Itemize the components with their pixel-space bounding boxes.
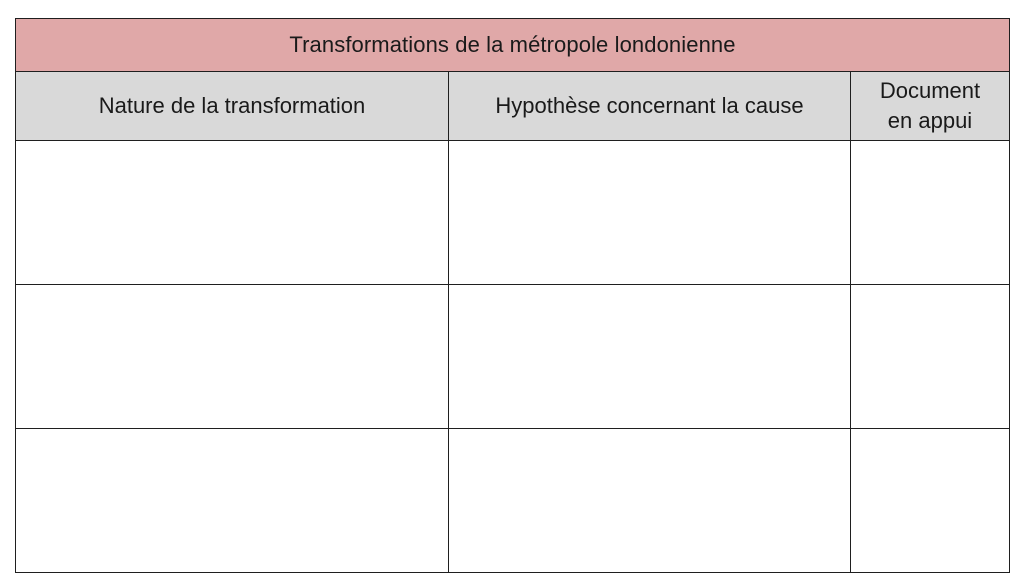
column-header-document-label: Document en appui <box>879 78 981 133</box>
cell-hypothese-3[interactable] <box>449 429 851 573</box>
worksheet <box>15 18 1009 569</box>
header-row <box>16 72 1010 141</box>
cell-hypothese-2[interactable] <box>449 285 851 429</box>
cell-document-3[interactable] <box>851 429 1010 573</box>
table-row <box>16 141 1010 285</box>
cell-hypothese-1[interactable] <box>449 141 851 285</box>
cell-document-1[interactable] <box>851 141 1010 285</box>
cell-nature-1[interactable] <box>16 141 449 285</box>
cell-nature-2[interactable] <box>16 285 449 429</box>
cell-document-2[interactable] <box>851 285 1010 429</box>
table-title: Transformations de la métropole londonienne <box>16 19 1010 72</box>
column-header-nature: Nature de la transformation <box>16 72 449 141</box>
title-row <box>16 19 1010 72</box>
transformations-table <box>15 18 1010 573</box>
table-row <box>16 285 1010 429</box>
column-header-hypothese: Hypothèse concernant la cause <box>449 72 851 141</box>
column-header-document <box>851 72 1010 141</box>
table-row <box>16 429 1010 573</box>
cell-nature-3[interactable] <box>16 429 449 573</box>
